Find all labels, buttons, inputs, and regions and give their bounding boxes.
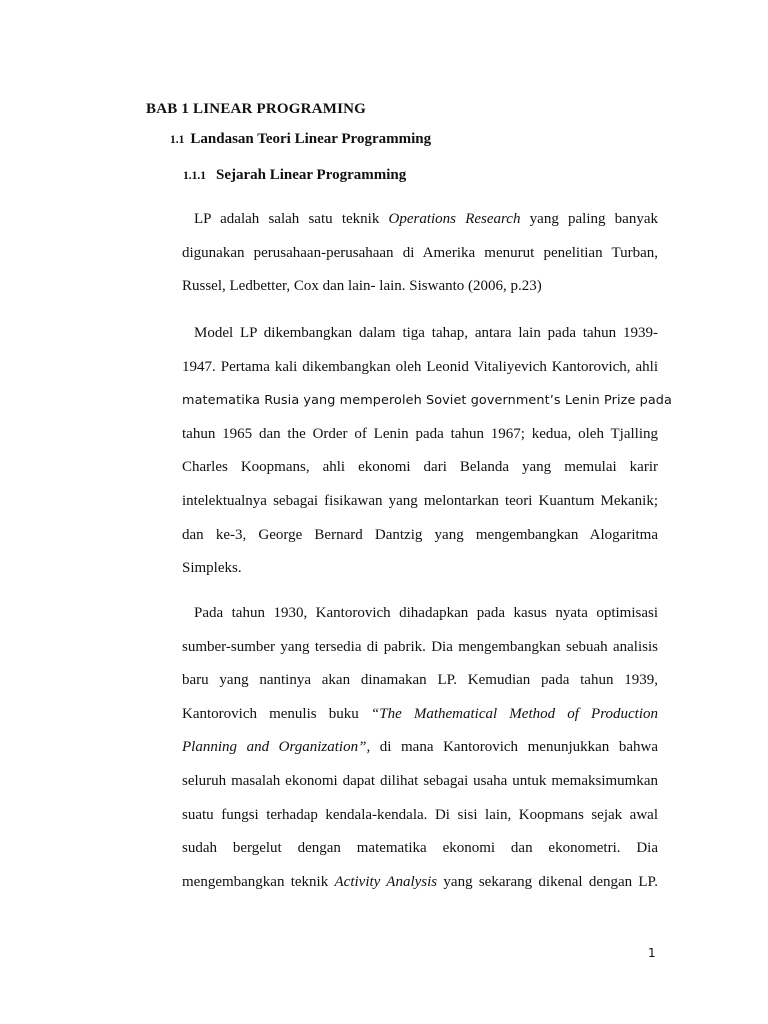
section-title: Landasan Teori Linear Programming <box>190 131 432 147</box>
book-title: Planning and Organization” <box>182 739 367 756</box>
paragraph-line: tahun 1965 dan the Order of Lenin pada tahun 1967; kedua, oleh Tjalling <box>182 425 658 442</box>
paragraph-line: matematika Rusia yang memperoleh Soviet government’s Lenin Prize pada <box>182 393 672 409</box>
paragraph-line: intelektualnya sebagai fisikawan yang melontarkan teori Kuantum Mekanik; <box>182 492 658 509</box>
paragraph-line: 1947. Pertama kali dikembangkan oleh Leonid Vitaliyevich Kantorovich, ahli <box>182 358 658 375</box>
book-title: “The Mathematical Method of Production <box>370 705 658 722</box>
paragraph-line: Russel, Ledbetter, Cox dan lain- lain. Siswanto (2006, p.23) <box>182 278 542 295</box>
italic-term: Operations Research <box>388 211 521 227</box>
paragraph-line: sumber-sumber yang tersedia di pabrik. Dia mengembangkan sebuah analisis <box>182 638 658 655</box>
italic-term: Activity Analysis <box>334 873 438 890</box>
paragraph-line: Model LP dikembangkan dalam tiga tahap, antara lain pada tahun 1939- <box>194 325 658 341</box>
paragraph-line: Planning and Organization”, di mana Kantorovich menunjukkan bahwa <box>182 739 658 756</box>
paragraph-line: sudah bergelut dengan matematika ekonomi dan ekonometri. Dia <box>182 840 658 857</box>
page-number: 1 <box>648 946 656 960</box>
paragraph-line: Simpleks. <box>182 560 242 577</box>
paragraph-line: seluruh masalah ekonomi dapat dilihat sebagai usaha untuk memaksimumkan <box>182 772 658 789</box>
paragraph-line: digunakan perusahaan-perusahaan di Amerika menurut penelitian Turban, <box>182 244 658 261</box>
paragraph-3 <box>182 597 658 899</box>
paragraph-line: mengembangkan teknik Activity Analysis yang sekarang dikenal dengan LP. <box>182 873 658 890</box>
paragraph-1 <box>182 203 658 304</box>
paragraph-line: baru yang nantinya akan dinamakan LP. Kemudian pada tahun 1939, <box>182 672 658 689</box>
section-heading <box>170 131 431 148</box>
paragraph-2 <box>182 317 672 586</box>
subsection-heading <box>183 167 406 184</box>
paragraph-line: suatu fungsi terhadap kendala-kendala. Di sisi lain, Koopmans sejak awal <box>182 806 658 823</box>
subsection-number: 1.1.1 <box>183 170 206 182</box>
section-number: 1.1 <box>170 134 185 146</box>
chapter-heading: BAB 1 LINEAR PROGRAMING <box>146 101 367 117</box>
paragraph-line: Pada tahun 1930, Kantorovich dihadapkan pada kasus nyata optimisasi <box>194 605 658 621</box>
paragraph-line: Kantorovich menulis buku “The Mathematical Method of Production <box>182 705 658 722</box>
paragraph-line: LP adalah salah satu teknik Operations Research yang paling banyak <box>194 211 658 227</box>
subsection-title: Sejarah Linear Programming <box>216 167 407 183</box>
paragraph-line: dan ke-3, George Bernard Dantzig yang mengembangkan Alogaritma <box>182 526 658 543</box>
paragraph-line: Charles Koopmans, ahli ekonomi dari Belanda yang memulai karir <box>182 459 658 476</box>
